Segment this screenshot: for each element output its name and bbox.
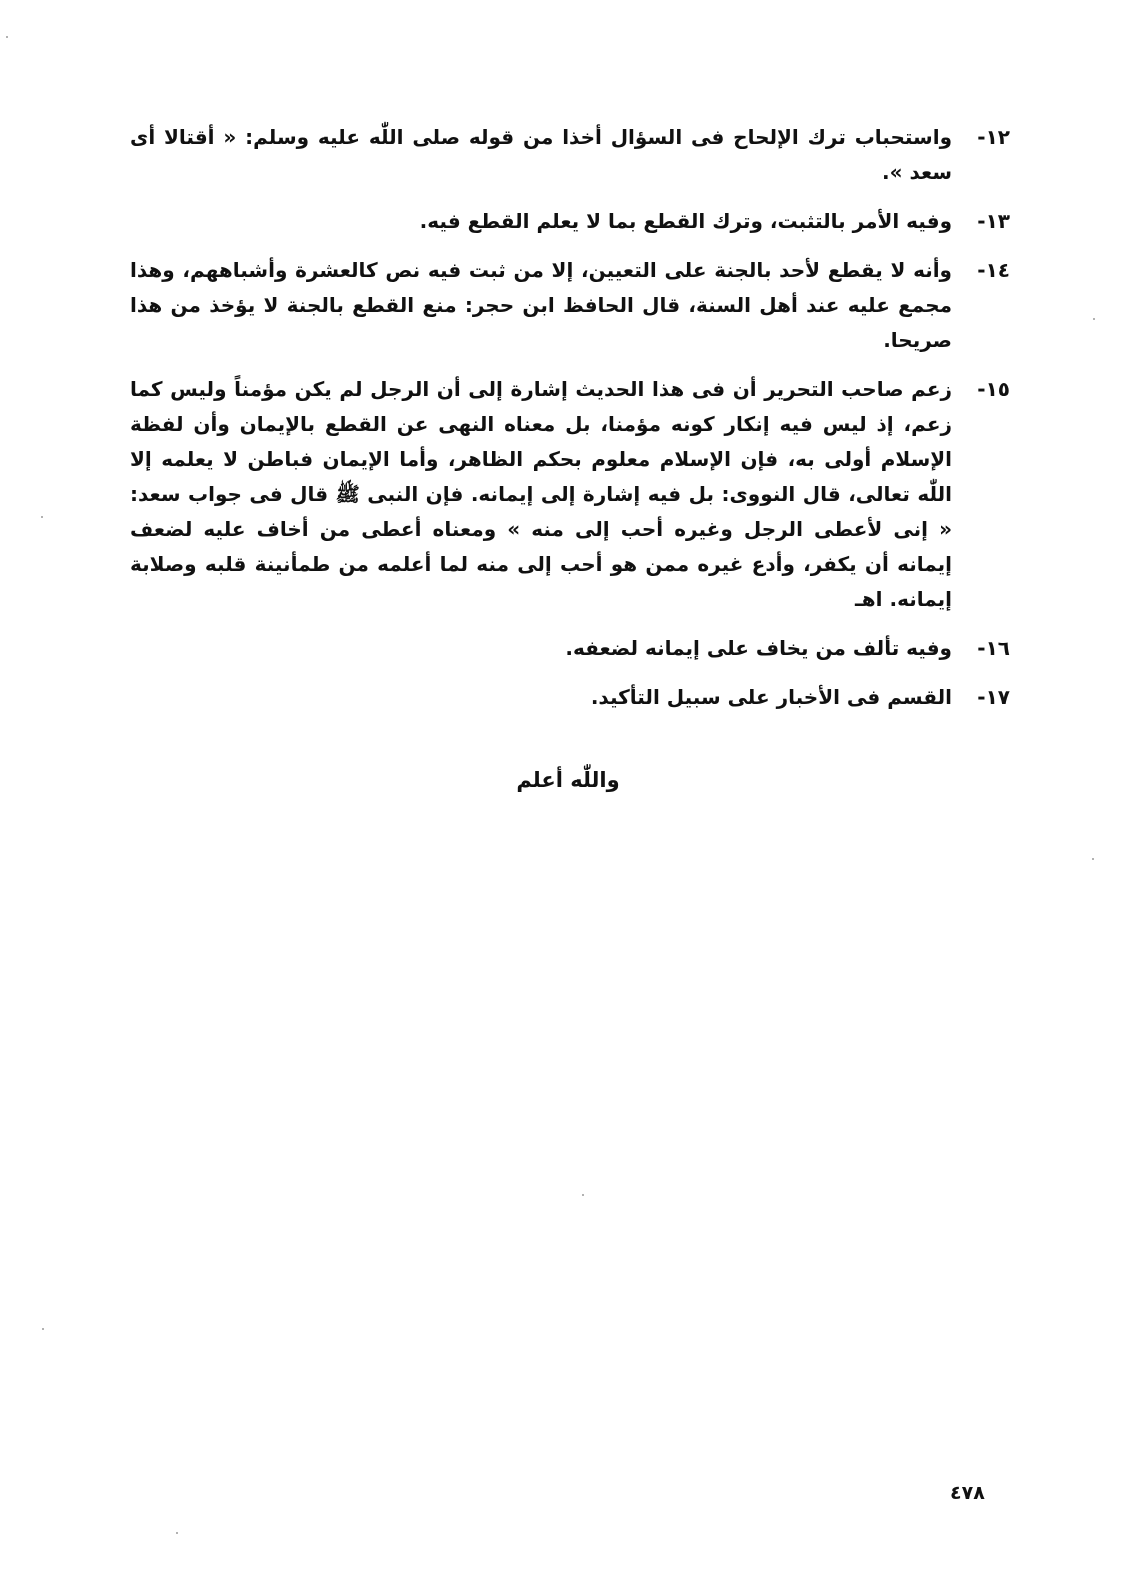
item-text: وفيه تألف من يخاف على إيمانه لضعفه. — [565, 636, 952, 660]
item-number: ١٣- — [977, 209, 1010, 233]
list-item-13 — [130, 204, 1010, 239]
list-item-14 — [130, 253, 1010, 358]
closing-phrase: واللّٰه أعلم — [516, 768, 620, 792]
numbered-list — [130, 120, 1010, 729]
item-number: ١٧- — [977, 685, 1010, 709]
page-number: ٤٧٨ — [950, 1482, 985, 1504]
item-number: ١٢- — [977, 125, 1010, 149]
scan-speck — [41, 516, 43, 518]
scan-speck — [42, 1328, 44, 1330]
list-item-16 — [130, 631, 1010, 666]
list-item-17 — [130, 680, 1010, 715]
scan-speck — [6, 36, 8, 38]
item-number: ١٥- — [977, 377, 1010, 401]
item-text: وأنه لا يقطع لأحد بالجنة على التعيين، إلا من ثبت فيه نص كالعشرة وأشباههم، وهذا مجمع عليه عند أهل السنة، قال الحافظ ابن حجر: منع القطع بالجنة لا يؤخذ من هذا صريحا. — [130, 258, 952, 352]
scan-speck — [176, 1532, 178, 1534]
item-number: ١٤- — [977, 258, 1010, 282]
item-number: ١٦- — [977, 636, 1010, 660]
item-text: واستحباب ترك الإلحاح فى السؤال أخذا من قوله صلى اللّٰه عليه وسلم: « أقتالا أى سعد ». — [130, 125, 952, 184]
list-item-12 — [130, 120, 1010, 190]
scan-speck — [1093, 318, 1095, 320]
item-text: وفيه الأمر بالتثبت، وترك القطع بما لا يعلم القطع فيه. — [419, 209, 952, 233]
item-text: زعم صاحب التحرير أن فى هذا الحديث إشارة إلى أن الرجل لم يكن مؤمناً وليس كما زعم، إذ ليس فيه إنكار كونه مؤمنا، بل معناه النهى عن القطع بالإيمان وأن لفظة الإسلام أولى به، فإن الإسلام معلوم بحكم الظاهر، وأما الإيمان فباطن لا يعلمه إلا اللّٰه تعالى، قال النووى: بل فيه إشارة إلى إيمانه. فإن النبى ﷺ قال فى جواب سعد: « إنى لأعطى الرجل وغيره أحب إلى منه » ومعناه أعطى من أخاف عليه لضعف إيمانه أن يكفر، وأدع غيره ممن هو أحب إلى منه لما أعلمه من طمأنينة قلبه وصلابة إيمانه. اهـ — [130, 377, 952, 611]
item-text: القسم فى الأخبار على سبيل التأكيد. — [590, 685, 952, 709]
list-item-15 — [130, 372, 1010, 617]
scan-speck — [1092, 858, 1094, 860]
scan-speck — [582, 1194, 584, 1196]
